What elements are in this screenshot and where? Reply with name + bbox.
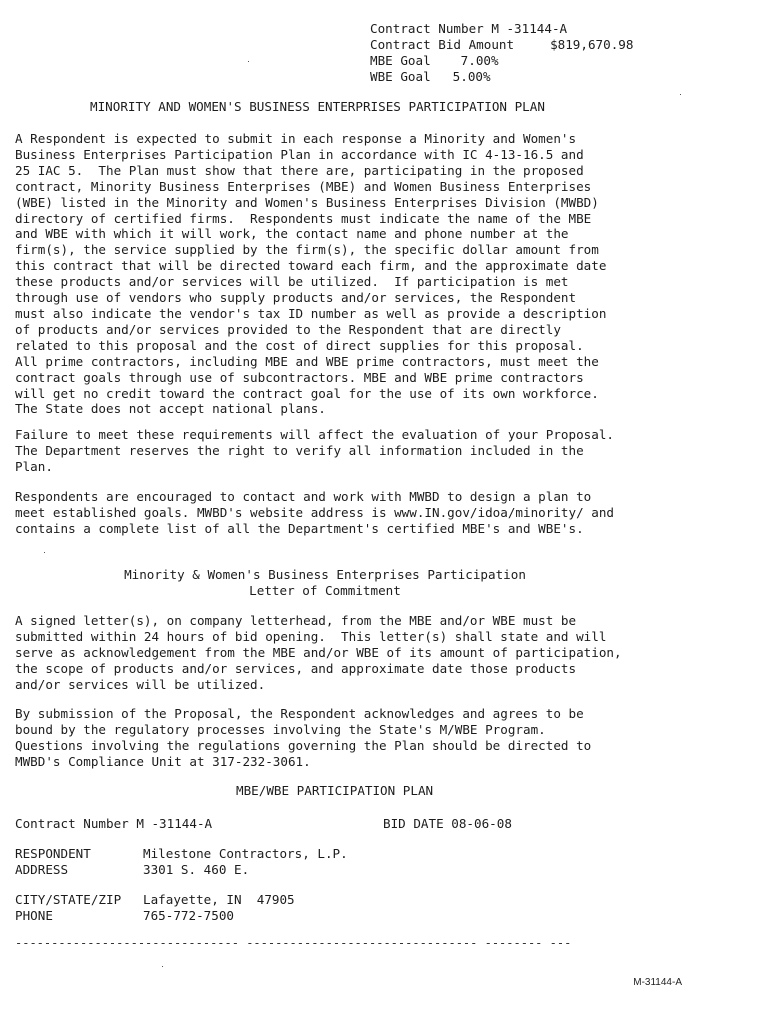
paragraph-line: and/or services will be utilized. — [15, 676, 266, 692]
paragraph-line: A Respondent is expected to submit in each response a Minority and Women's — [15, 131, 577, 146]
footer-document-code: M-31144-A — [633, 977, 682, 988]
paragraph-line: Plan. — [15, 458, 53, 474]
paragraph-line: contains a complete list of all the Department's certified MBE's and WBE's. — [15, 520, 584, 536]
paragraph-line: must also indicate the vendor's tax ID number as well as provide a description — [15, 305, 607, 321]
paragraph-line: MWBD's Compliance Unit at 317-232-3061. — [15, 753, 311, 769]
respondent-value: Milestone Contractors, L.P. — [143, 846, 348, 861]
respondent-label: RESPONDENT — [15, 846, 91, 861]
bid-date-row — [383, 816, 512, 832]
city-label: CITY/STATE/ZIP — [15, 892, 122, 907]
wbe-goal-row — [370, 69, 633, 85]
scan-speck — [44, 552, 45, 553]
paragraph-line: Failure to meet these requirements will affect the evaluation of your Proposal. — [15, 427, 614, 442]
paragraph-line: The State does not accept national plans. — [15, 401, 326, 417]
paragraph-line: submitted within 24 hours of bid opening. This letter(s) shall state and will — [15, 628, 607, 644]
paragraph-line: Questions involving the regulations governing the Plan should be directed to — [15, 737, 592, 753]
paragraph-line: serve as acknowledgement from the MBE and/or WBE of its amount of participation, — [15, 644, 622, 660]
paragraph-line: the scope of products and/or services, and approximate date those products — [15, 660, 577, 676]
paragraph-line: related to this proposal and the cost of direct supplies for this proposal. — [15, 337, 584, 353]
paragraph-line: (WBE) listed in the Minority and Women's Business Enterprises Division (MWBD) — [15, 194, 599, 210]
paragraph-line: will get no credit toward the contract goal for the use of its own workforce. — [15, 385, 599, 401]
contract-number: Contract Number M -31144-A — [370, 21, 568, 36]
city-value: Lafayette, IN 47905 — [143, 892, 295, 907]
form-respondent-values — [143, 846, 348, 878]
paragraph-line: The Department reserves the right to verify all information included in the — [15, 442, 584, 458]
address-value: 3301 S. 460 E. — [143, 861, 250, 877]
paragraph-line: Business Enterprises Participation Plan in accordance with IC 4-13-16.5 and — [15, 146, 584, 162]
paragraph-line: bound by the regulatory processes involving the State's M/WBE Program. — [15, 721, 546, 737]
title-text: MINORITY AND WOMEN'S BUSINESS ENTERPRISES PARTICIPATION PLAN — [90, 99, 545, 114]
paragraph-line: this contract that will be directed toward each firm, and the approximate date — [15, 258, 607, 274]
letter-of-commitment-heading — [0, 567, 650, 599]
contract-bid-row — [370, 37, 633, 53]
form-contract-number — [15, 816, 212, 832]
form-city-labels — [15, 892, 121, 924]
paragraph-signed-letter — [15, 613, 622, 693]
section-title: Minority & Women's Business Enterprises Participation — [124, 567, 526, 582]
form-respondent-labels — [15, 846, 91, 878]
section-subtitle: Letter of Commitment — [249, 582, 401, 598]
bid-date-value: 08-06-08 — [451, 816, 512, 831]
paragraph-line: of products and/or services provided to the Respondent that are directly — [15, 321, 561, 337]
paragraph-line: directory of certified firms. Respondents must indicate the name of the MBE — [15, 210, 592, 226]
address-label: ADDRESS — [15, 861, 69, 877]
paragraph-line: 25 IAC 5. The Plan must show that there are, participating in the proposed — [15, 162, 584, 178]
paragraph-line: Respondents are encouraged to contact and work with MWBD to design a plan to — [15, 489, 592, 504]
paragraph-line: meet established goals. MWBD's website address is www.IN.gov/idoa/minority/ and — [15, 504, 614, 520]
paragraph-requirements — [15, 131, 606, 417]
form-title — [236, 783, 433, 799]
paragraph-line: and WBE with which it will work, the contact name and phone number at the — [15, 226, 569, 242]
paragraph-submission — [15, 706, 591, 770]
document-title — [90, 99, 545, 115]
paragraph-line: contract goals through use of subcontractors. MBE and WBE prime contractors — [15, 369, 584, 385]
phone-value: 765-772-7500 — [143, 907, 234, 923]
form-bid-date — [383, 816, 512, 832]
paragraph-line: A signed letter(s), on company letterhead, from the MBE and/or WBE must be — [15, 613, 577, 628]
contract-header — [370, 21, 633, 85]
dashed-divider: ------------------------------- -------------------------------- -------- --- — [15, 937, 572, 949]
form-city-values — [143, 892, 295, 924]
paragraph-line: contract, Minority Business Enterprises (MBE) and Women Business Enterprises — [15, 178, 592, 194]
form-title-text: MBE/WBE PARTICIPATION PLAN — [236, 783, 434, 798]
paragraph-line: All prime contractors, including MBE and WBE prime contractors, must meet the — [15, 353, 599, 369]
paragraph-line: through use of vendors who supply products and/or services, the Respondent — [15, 290, 577, 306]
form-contract-number-text: Contract Number M -31144-A — [15, 816, 213, 831]
scan-speck — [162, 966, 163, 967]
mbe-goal-label: MBE Goal — [370, 52, 431, 68]
wbe-goal-value: 5.00% — [452, 68, 491, 84]
scan-speck — [248, 61, 249, 62]
contract-bid-value: $819,670.98 — [550, 36, 634, 52]
mbe-goal-row — [370, 53, 633, 69]
bid-date-label: BID DATE — [383, 816, 444, 831]
wbe-goal-label: WBE Goal — [370, 68, 431, 84]
paragraph-failure — [15, 427, 614, 475]
paragraph-mwbd-contact — [15, 489, 614, 537]
paragraph-line: firm(s), the service supplied by the firm(s), the specific dollar amount from — [15, 242, 599, 258]
mbe-goal-value: 7.00% — [460, 52, 499, 68]
contract-bid-label: Contract Bid Amount — [370, 36, 515, 52]
paragraph-line: By submission of the Proposal, the Respondent acknowledges and agrees to be — [15, 706, 584, 721]
paragraph-line: these products and/or services will be utilized. If participation is met — [15, 274, 569, 290]
scan-speck — [680, 94, 681, 95]
phone-label: PHONE — [15, 907, 53, 923]
